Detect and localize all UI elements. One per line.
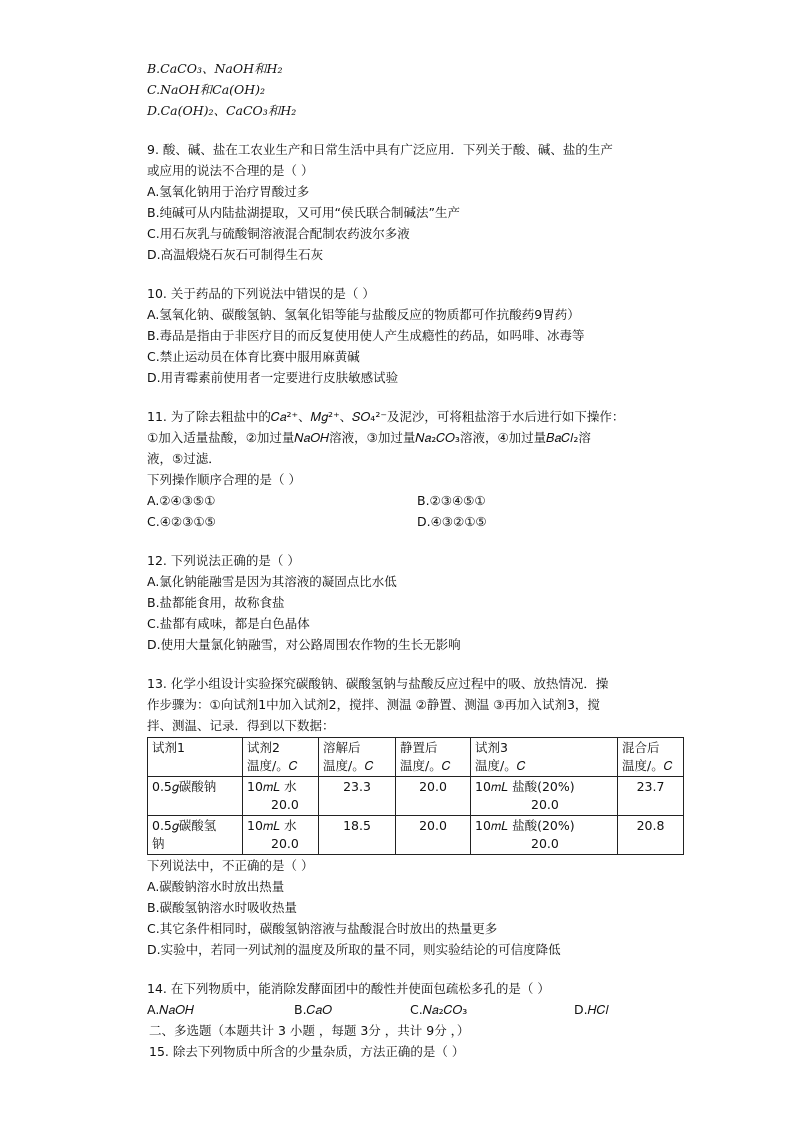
question-stem: 11. 为了除去粗盐中的𝐶𝑎²⁺、𝑀𝑔²⁺、𝑆𝑂₄²⁻及泥沙，可将粗盐溶于水后进行如下操作： bbox=[147, 409, 625, 424]
question-stem: 10. 关于药品的下列说法中错误的是（ ） bbox=[147, 286, 375, 301]
question-stem-cont: 或应用的说法不合理的是（ ） bbox=[147, 163, 314, 178]
question-9 bbox=[147, 139, 687, 265]
data-table bbox=[147, 737, 684, 855]
option-b: B.纯碱可从内陆盐湖提取，又可用“侯氏联合制碱法”生产 bbox=[147, 205, 461, 220]
question-stem: 15. 除去下列物质中所含的少量杂质，方法正确的是（ ） bbox=[149, 1044, 465, 1059]
option-b: B.𝐶𝑎𝐶𝑂₃、𝑁𝑎𝑂𝐻和𝐻₂ bbox=[147, 61, 283, 76]
table-header-cell: 试剂2 温度/。𝐶 bbox=[243, 738, 319, 777]
table-cell: 10𝑚𝐿 盐酸(20%) 20.0 bbox=[471, 777, 618, 816]
option-c: C.其它条件相同时，碳酸氢钠溶液与盐酸混合时放出的热量更多 bbox=[147, 921, 498, 936]
options-row bbox=[147, 490, 687, 511]
option-d: D.使用大量氯化钠融雪，对公路周围农作物的生长无影响 bbox=[147, 637, 461, 652]
option-a: A.𝑁𝑎𝑂𝐻 bbox=[147, 1002, 195, 1017]
table-header-cell: 混合后 温度/。𝐶 bbox=[618, 738, 684, 777]
table-row bbox=[148, 777, 684, 816]
option-d: D.𝐻𝐶𝑙 bbox=[574, 1002, 609, 1017]
question-stem: 14. 在下列物质中，能消除发酵面团中的酸性并使面包疏松多孔的是（ ） bbox=[147, 981, 550, 996]
option-c: C.𝑁𝑎₂𝐶𝑂₃ bbox=[410, 1002, 468, 1017]
table-cell: 0.5𝑔碳酸氢 钠 bbox=[148, 816, 243, 855]
table-header-row bbox=[148, 738, 684, 777]
option-b: B.②③④⑤① bbox=[417, 493, 486, 508]
question-12 bbox=[147, 550, 687, 655]
exam-page bbox=[147, 58, 687, 1062]
option-a: A.②④③⑤① bbox=[147, 493, 216, 508]
option-a: A.氢氧化钠用于治疗胃酸过多 bbox=[147, 184, 310, 199]
question-stem: 13. 化学小组设计实验探究碳酸钠、碳酸氢钠与盐酸反应过程中的吸、放热情况．操 bbox=[147, 676, 609, 691]
question-stem: 12. 下列说法正确的是（ ） bbox=[147, 553, 300, 568]
question-14 bbox=[147, 978, 687, 1020]
options-row bbox=[147, 511, 687, 532]
question-prompt: 下列操作顺序合理的是（ ） bbox=[147, 472, 301, 487]
options-row bbox=[147, 999, 687, 1020]
option-a: A.碳酸钠溶水时放出热量 bbox=[147, 879, 285, 894]
option-d: D.用青霉素前使用者一定要进行皮肤敏感试验 bbox=[147, 370, 399, 385]
table-cell: 20.8 bbox=[618, 816, 684, 855]
option-d: D.④③②①⑤ bbox=[417, 514, 487, 529]
table-cell: 23.3 bbox=[319, 777, 396, 816]
option-b: B.盐都能食用，故称食盐 bbox=[147, 595, 285, 610]
option-b: B.𝐶𝑎𝑂 bbox=[294, 1002, 332, 1017]
question-13 bbox=[147, 673, 687, 960]
question-stem: 9. 酸、碱、盐在工农业生产和日常生活中具有广泛应用．下列关于酸、碱、盐的生产 bbox=[147, 142, 613, 157]
option-c: C.禁止运动员在体育比赛中服用麻黄碱 bbox=[147, 349, 360, 364]
option-b: B.碳酸氢钠溶水时吸收热量 bbox=[147, 900, 298, 915]
question-prompt: 下列说法中，不正确的是（ ） bbox=[147, 858, 314, 873]
table-cell: 20.0 bbox=[396, 777, 471, 816]
option-c: C.④②③①⑤ bbox=[147, 514, 216, 529]
question-stem-cont: 液，⑤过滤． bbox=[147, 451, 221, 466]
question-stem-cont: ①加入适量盐酸，②加过量𝑁𝑎𝑂𝐻溶液，③加过量𝑁𝑎₂𝐶𝑂₃溶液，④加过量𝐵𝑎𝐶𝑙₂溶 bbox=[147, 430, 591, 445]
table-cell: 10𝑚𝐿 盐酸(20%) 20.0 bbox=[471, 816, 618, 855]
option-c: C.盐都有咸味，都是白色晶体 bbox=[147, 616, 310, 631]
table-header-cell: 试剂3 温度/。𝐶 bbox=[471, 738, 618, 777]
table-header-cell: 静置后 温度/。𝐶 bbox=[396, 738, 471, 777]
option-a: A.氢氧化钠、碳酸氢钠、氢氧化铝等能与盐酸反应的物质都可作抗酸药9胃药） bbox=[147, 307, 580, 322]
table-cell: 18.5 bbox=[319, 816, 396, 855]
question-10 bbox=[147, 283, 687, 388]
table-cell: 0.5𝑔碳酸钠 bbox=[148, 777, 243, 816]
table-row bbox=[148, 816, 684, 855]
table-cell: 10𝑚𝐿 水 20.0 bbox=[243, 816, 319, 855]
question-11 bbox=[147, 406, 687, 532]
table-header-cell: 试剂1 bbox=[148, 738, 243, 777]
question-8-options bbox=[147, 58, 687, 121]
option-d: D.高温煅烧石灰石可制得生石灰 bbox=[147, 247, 324, 262]
option-b: B.毒品是指由于非医疗目的而反复使用使人产生成瘾性的药品，如吗啡、冰毒等 bbox=[147, 328, 585, 343]
table-cell: 20.0 bbox=[396, 816, 471, 855]
table-cell: 23.7 bbox=[618, 777, 684, 816]
option-d: D.实验中，若同一列试剂的温度及所取的量不同，则实验结论的可信度降低 bbox=[147, 942, 561, 957]
table-cell: 10𝑚𝐿 水 20.0 bbox=[243, 777, 319, 816]
question-stem-cont: 作步骤为：①向试剂1中加入试剂2，搅拌、测温 ②静置、测温 ③再加入试剂3，搅 bbox=[147, 697, 600, 712]
option-a: A.氯化钠能融雪是因为其溶液的凝固点比水低 bbox=[147, 574, 397, 589]
section-title: 二、多选题（本题共计 3 小题 ，每题 3分 ，共计 9分 ，） bbox=[149, 1023, 470, 1038]
table-header-cell: 溶解后 温度/。𝐶 bbox=[319, 738, 396, 777]
option-c: C.用石灰乳与硫酸铜溶液混合配制农药波尔多液 bbox=[147, 226, 410, 241]
question-stem-cont: 拌、测温、记录．得到以下数据： bbox=[147, 718, 335, 733]
option-c: C.𝑁𝑎𝑂𝐻和𝐶𝑎(𝑂𝐻)₂ bbox=[147, 82, 266, 97]
option-d: D.𝐶𝑎(𝑂𝐻)₂、𝐶𝑎𝐶𝑂₃和𝐻₂ bbox=[147, 103, 297, 118]
question-15 bbox=[147, 1041, 687, 1062]
